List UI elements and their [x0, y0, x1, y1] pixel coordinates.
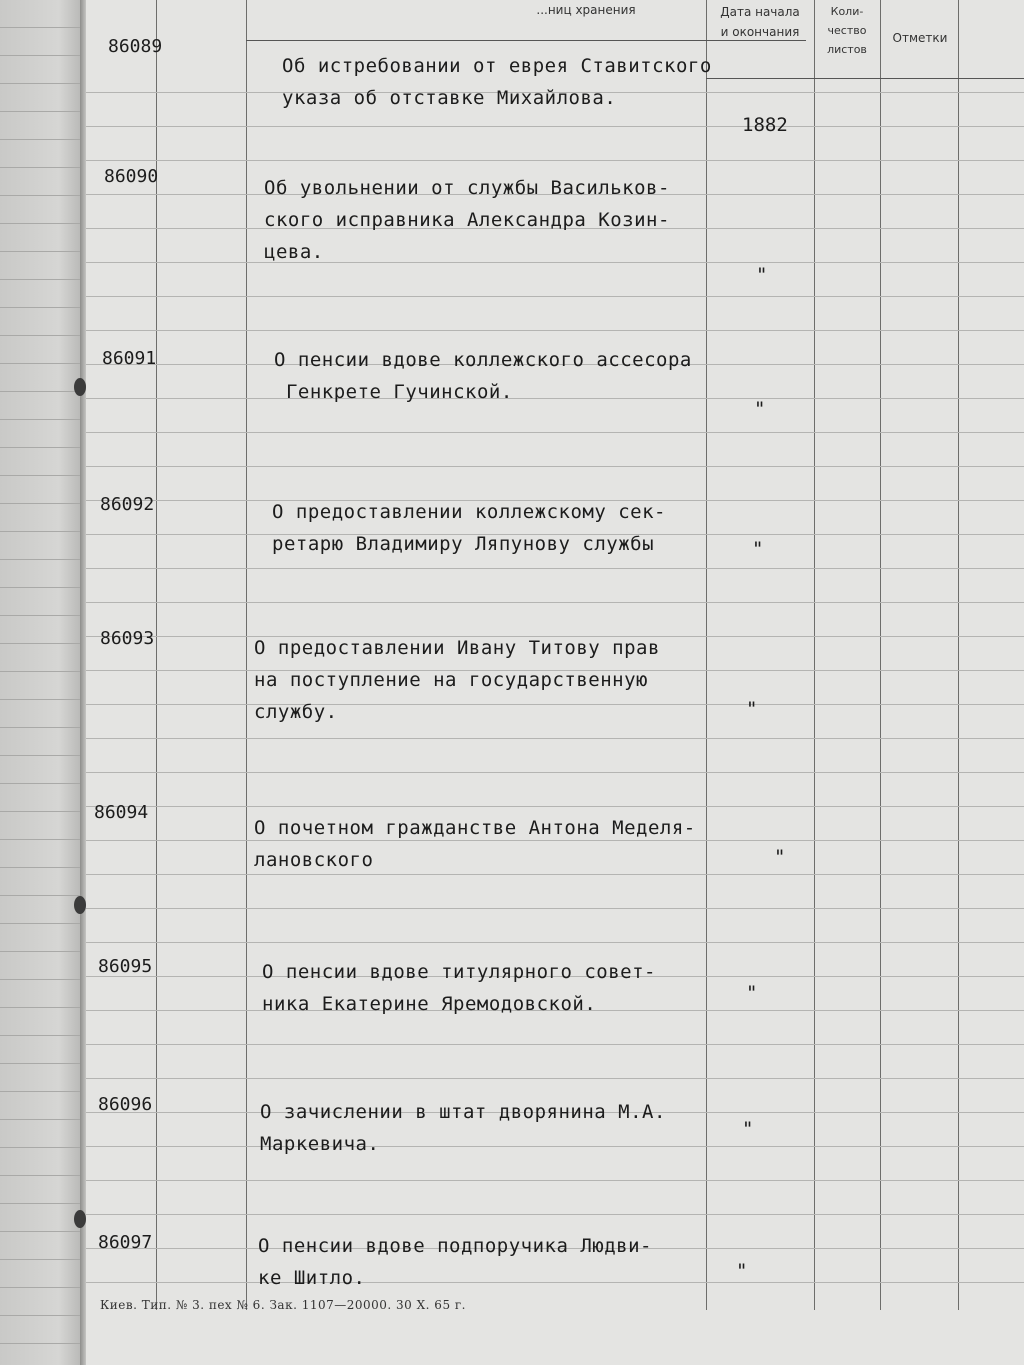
entry-title: О предоставлении коллежскому сек- ретарю Владимиру Ляпунову службы: [272, 501, 666, 555]
ledger-rule: [86, 1078, 1024, 1079]
column-rule: [156, 0, 157, 1310]
entry-number: 86094: [94, 802, 149, 823]
ledger-rule: [86, 568, 1024, 569]
entry-number: 86097: [98, 1232, 153, 1253]
binding-hole: [74, 378, 86, 396]
entry-date: ": [774, 846, 786, 868]
ledger-rule: [86, 1214, 1024, 1215]
entry-title: Об истребовании от еврея Ставитского указа об отставке Михайлова.: [282, 55, 712, 109]
entry-title: О зачислении в штат дворянина М.А. Маркевича.: [260, 1101, 666, 1155]
entry-title: О пенсии вдове коллежского ассесора Генкрете Гучинской.: [274, 349, 692, 403]
left-page-edge: [0, 0, 84, 1365]
column-rule: [814, 0, 815, 1310]
entry-title: Об увольнении от службы Васильков- ского исправника Александра Козин- цева.: [264, 177, 670, 263]
register-page: [86, 0, 1024, 1365]
entry-number: 86095: [98, 956, 153, 977]
entry-date: ": [742, 1118, 754, 1140]
ledger-rule: [86, 466, 1024, 467]
entry-number: 86091: [102, 348, 157, 369]
entry-date: ": [736, 1260, 748, 1282]
header-sheet-count: Коли- чество листов: [827, 5, 867, 56]
entry-title: О предоставлении Ивану Титову прав на поступление на государственную службу.: [254, 637, 660, 723]
ledger-rule: [86, 806, 1024, 807]
entry-title: О пенсии вдове титулярного совет- ника Екатерине Яремодовской.: [262, 961, 656, 1015]
column-rule: [706, 0, 707, 1310]
binding-hole: [74, 1210, 86, 1228]
entry-date: 1882: [742, 114, 788, 136]
entry-number: 86092: [100, 494, 155, 515]
ledger-rule: [86, 1044, 1024, 1045]
column-rule: [958, 0, 959, 1310]
entry-number: 86090: [104, 166, 159, 187]
header-rule: [706, 78, 1024, 79]
entry-date: ": [746, 982, 758, 1004]
entry-date: ": [746, 698, 758, 720]
entry-date: ": [756, 264, 768, 286]
ledger-rule: [86, 942, 1024, 943]
ledger-rule: [86, 330, 1024, 331]
header-rule: [246, 40, 806, 41]
printer-imprint: Киев. Тип. № 3. пех № 6. Зак. 1107—20000. 30 X. 65 г.: [100, 1298, 466, 1312]
binding-hole: [74, 896, 86, 914]
header-notes: Отметки: [892, 31, 948, 45]
ledger-rule: [86, 1180, 1024, 1181]
ledger-rule: [86, 602, 1024, 603]
header-dates: Дата начала и окончания: [720, 5, 800, 39]
ledger-rule: [86, 296, 1024, 297]
column-rule: [246, 0, 247, 1310]
ledger-rule: [86, 908, 1024, 909]
entry-date: ": [752, 538, 764, 560]
entry-number: 86096: [98, 1094, 153, 1115]
header-units: ...ниц хранения: [536, 3, 636, 17]
ledger-rule: [86, 126, 1024, 127]
column-rule: [880, 0, 881, 1310]
entry-number: 86089: [108, 36, 163, 57]
entry-number: 86093: [100, 628, 155, 649]
entry-title: О пенсии вдове подпоручика Людви- ке Шитло.: [258, 1235, 652, 1289]
ledger-rule: [86, 738, 1024, 739]
ledger-rule: [86, 432, 1024, 433]
entry-title: О почетном гражданстве Антона Меделя- лановского: [254, 817, 696, 871]
entry-date: ": [754, 398, 766, 420]
ledger-rule: [86, 772, 1024, 773]
ledger-rule: [86, 160, 1024, 161]
